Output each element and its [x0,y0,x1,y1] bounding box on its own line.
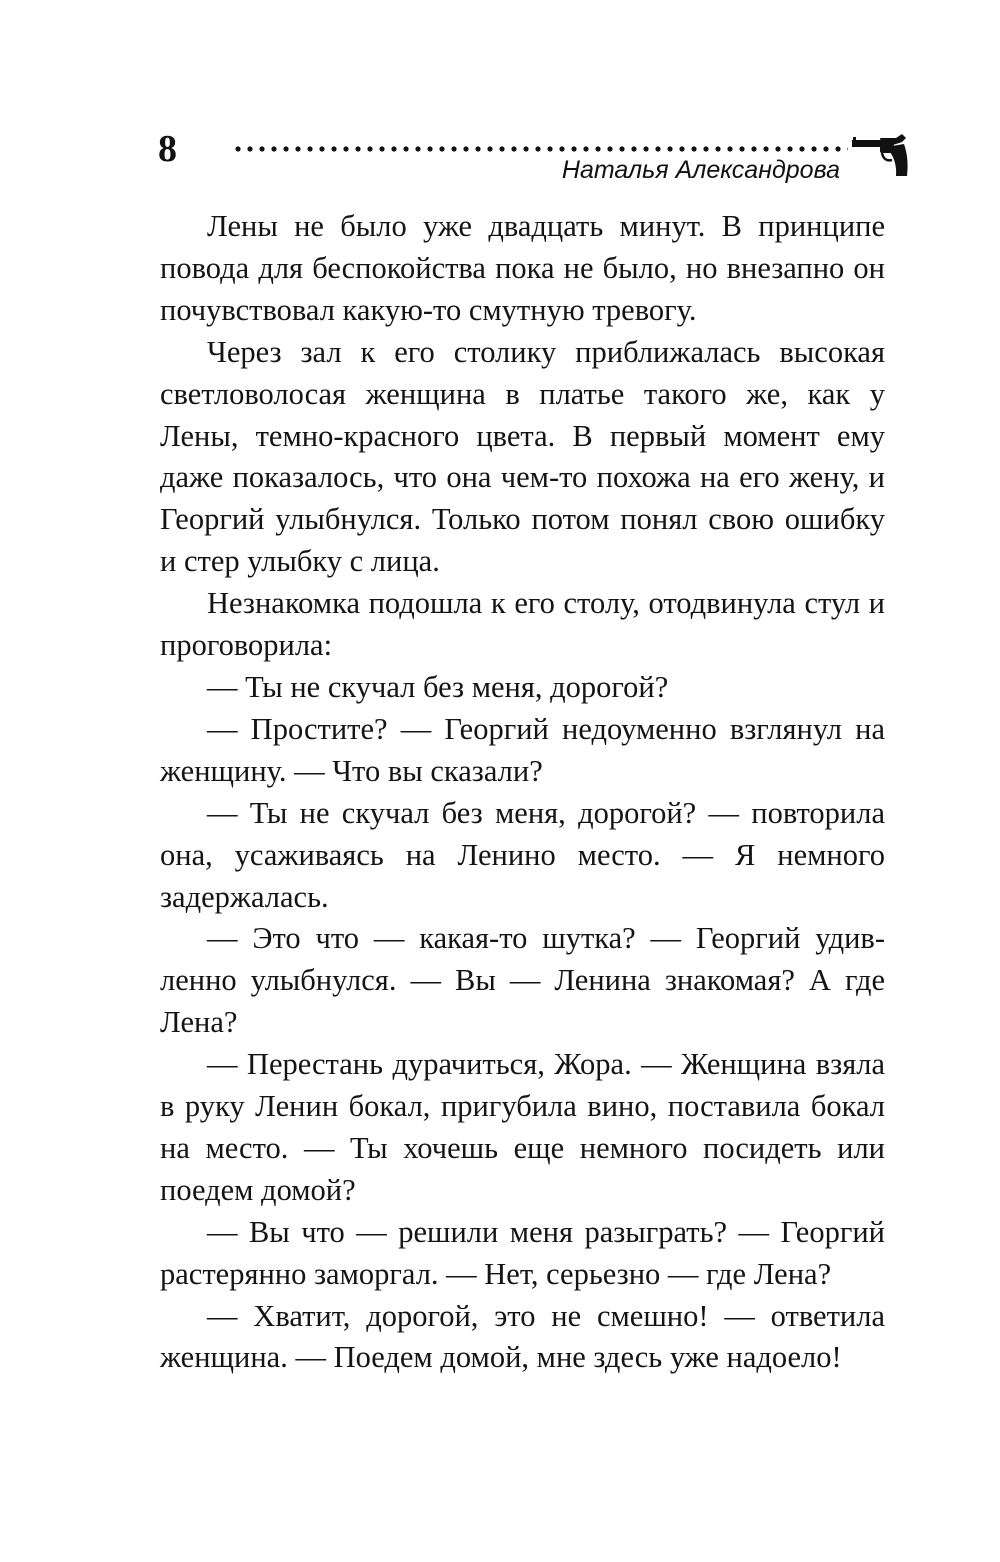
dotted-rule [232,146,848,152]
page-number: 8 [158,128,177,170]
revolver-icon [852,132,912,178]
author-running-head: Наталья Александрова [561,156,840,184]
dialogue-line: — Вы что — решили меня разыграть? — Георгий растерянно заморгал. — Нет, серьезно — где Лена? [160,1214,885,1291]
dialogue-line: — Простите? — Георгий недоуменно взглянул на женщину. — Что вы сказали? [160,711,885,788]
body-text [160,206,885,1379]
paragraph: Через зал к его столику приближалась высокая светловолосая женщина в платье такого же, как у Лены, темно-красного цвета. В первый момент ему даже показалось, что она чем-то похожа на его жену, и Георгий улыбнулся. Только потом понял свою ошибку и стер улыбку с лица. [160,334,885,579]
paragraph: Незнакомка подошла к его столу, отодвинула стул и проговорила: [160,586,885,663]
dialogue-line: — Перестань дурачиться, Жора. — Женщина взяла в руку Ленин бокал, пригубила вино, поставила бокал на место. — Ты хочешь еще немного посидеть или поедем домой? [160,1047,885,1207]
dialogue-line: — Это что — какая-то шутка? — Георгий удивленно улыбнулся. — Вы — Ленина знакомая? А где Лена? [160,921,885,1040]
paragraph: Лены не было уже двадцать минут. В принципе повода для беспокойства пока не было, но внезапно он почувствовал какую-то смутную тревогу. [160,209,885,327]
dialogue-line: — Хватит, дорогой, это не смешно! — ответила женщина. — Поедем домой, мне здесь уже надоело! [160,1298,885,1375]
dialogue-line: — Ты не скучал без меня, дорогой? — повторила она, усаживаясь на Ленино место. — Я немного задержалась. [160,795,885,914]
dialogue-line: — Ты не скучал без меня, дорогой? [207,669,669,704]
